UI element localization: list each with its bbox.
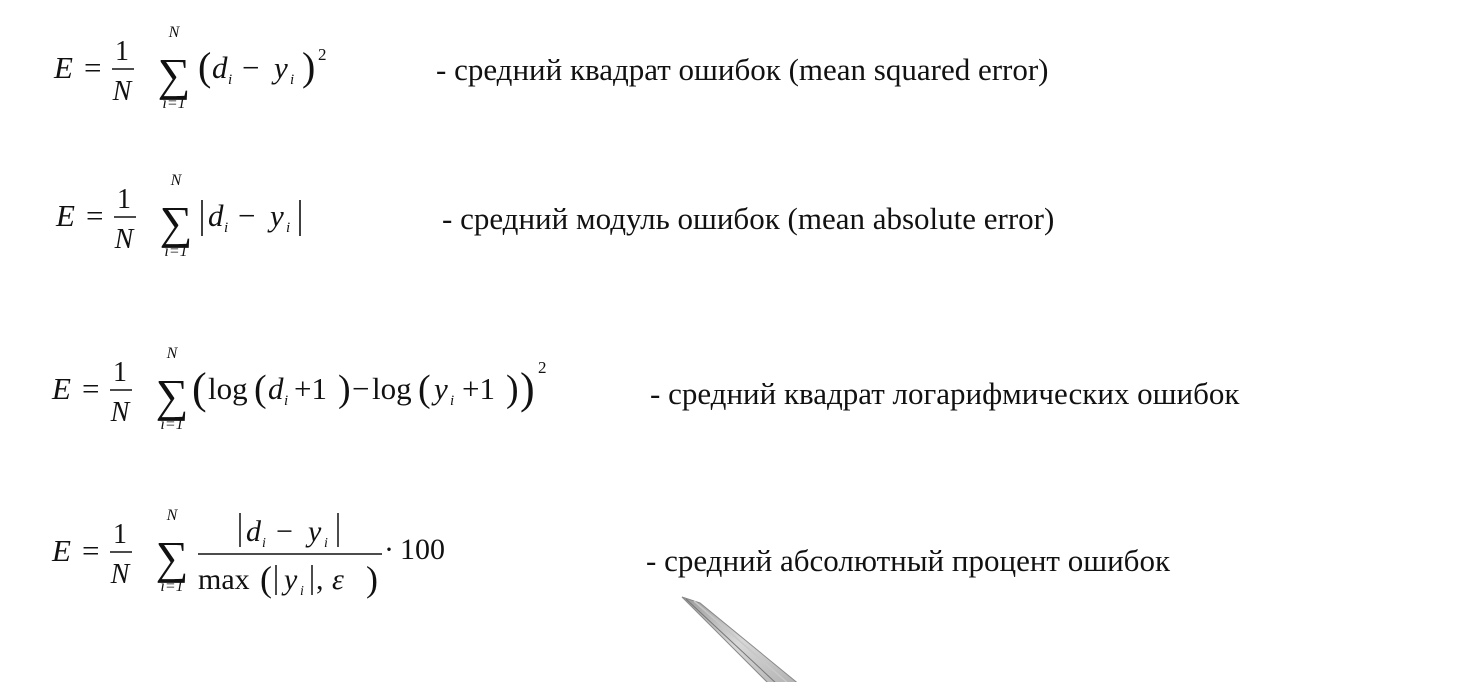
formula-mse [50,22,350,117]
description-msle: - средний квадрат логарифмических ошибок [650,376,1240,411]
lhs-e: E [56,198,75,233]
sub-i: i [290,72,295,88]
sum-lower-limit: i=1 [160,578,184,595]
sub-i: i [224,220,229,236]
var-d: d [208,198,224,233]
left-paren: ( [418,368,431,410]
outer-left-paren: ( [192,364,207,413]
fraction-numerator: 1 [113,357,127,388]
fraction-numerator: 1 [113,519,127,550]
lhs-e: E [52,533,71,568]
lhs-e: E [54,50,73,85]
equals-sign: = [84,50,102,85]
sigma-icon: ∑ [155,532,189,583]
comma: , [316,563,324,596]
var-d: d [212,50,228,85]
var-y: y [308,515,322,548]
sum-lower-limit: i=1 [160,416,184,433]
sum-upper-limit: N [168,24,180,41]
left-paren: ( [260,559,272,599]
right-paren: ) [506,368,519,410]
fraction-denominator: N [112,76,132,107]
log-func: log [208,371,248,406]
sub-i: i [286,220,291,236]
right-paren: ) [338,368,351,410]
log-func: log [372,371,412,406]
hundred: 100 [400,533,445,566]
formula-mae [52,170,332,265]
sum-lower-limit: i=1 [164,243,188,260]
sigma-icon: ∑ [157,49,191,100]
sub-i: i [324,536,328,551]
formula-msle [48,343,588,443]
cdot: · [384,533,394,566]
sum-upper-limit: N [170,172,182,189]
sub-i: i [284,393,289,409]
sub-i: i [450,393,455,409]
lhs-e: E [52,371,71,406]
sub-i: i [262,536,266,551]
fraction-numerator: 1 [117,184,131,215]
description-mae: - средний модуль ошибок (mean absolute error) [442,201,1055,236]
sigma-icon: ∑ [159,197,193,248]
description-mse: - средний квадрат ошибок (mean squared error) [436,52,1049,87]
sum-upper-limit: N [166,507,178,524]
right-paren: ) [366,559,378,599]
var-epsilon: ε [332,563,344,596]
fraction-denominator: N [114,224,134,255]
sigma-icon: ∑ [155,370,189,421]
var-y: y [284,563,298,596]
description-mape: - средний абсолютный процент ошибок [646,543,1171,578]
minus-sign: − [238,198,256,233]
var-y: y [270,198,284,233]
var-d: d [268,371,284,406]
fraction-denominator: N [110,397,130,428]
plus-one: +1 [462,371,495,406]
left-paren: ( [254,368,267,410]
max-func: max [198,563,250,596]
fraction-numerator: 1 [115,36,129,67]
sub-i: i [228,72,233,88]
left-paren: ( [198,44,212,89]
minus-sign: − [352,371,370,406]
plus-one: +1 [294,371,327,406]
sum-lower-limit: i=1 [162,95,186,112]
fraction-denominator: N [110,559,130,590]
equals-sign: = [82,533,100,568]
exponent: 2 [318,45,327,64]
outer-right-paren: ) [520,364,535,413]
equals-sign: = [82,371,100,406]
sum-upper-limit: N [166,345,178,362]
exponent: 2 [538,358,547,377]
pen-pointer-icon [660,585,820,682]
right-paren: ) [302,44,316,89]
var-y: y [434,371,448,406]
minus-sign: − [276,515,293,548]
var-d: d [246,515,261,548]
var-y: y [274,50,288,85]
minus-sign: − [242,50,260,85]
formula-mape [48,505,468,615]
sub-i: i [300,584,304,599]
equals-sign: = [86,198,104,233]
